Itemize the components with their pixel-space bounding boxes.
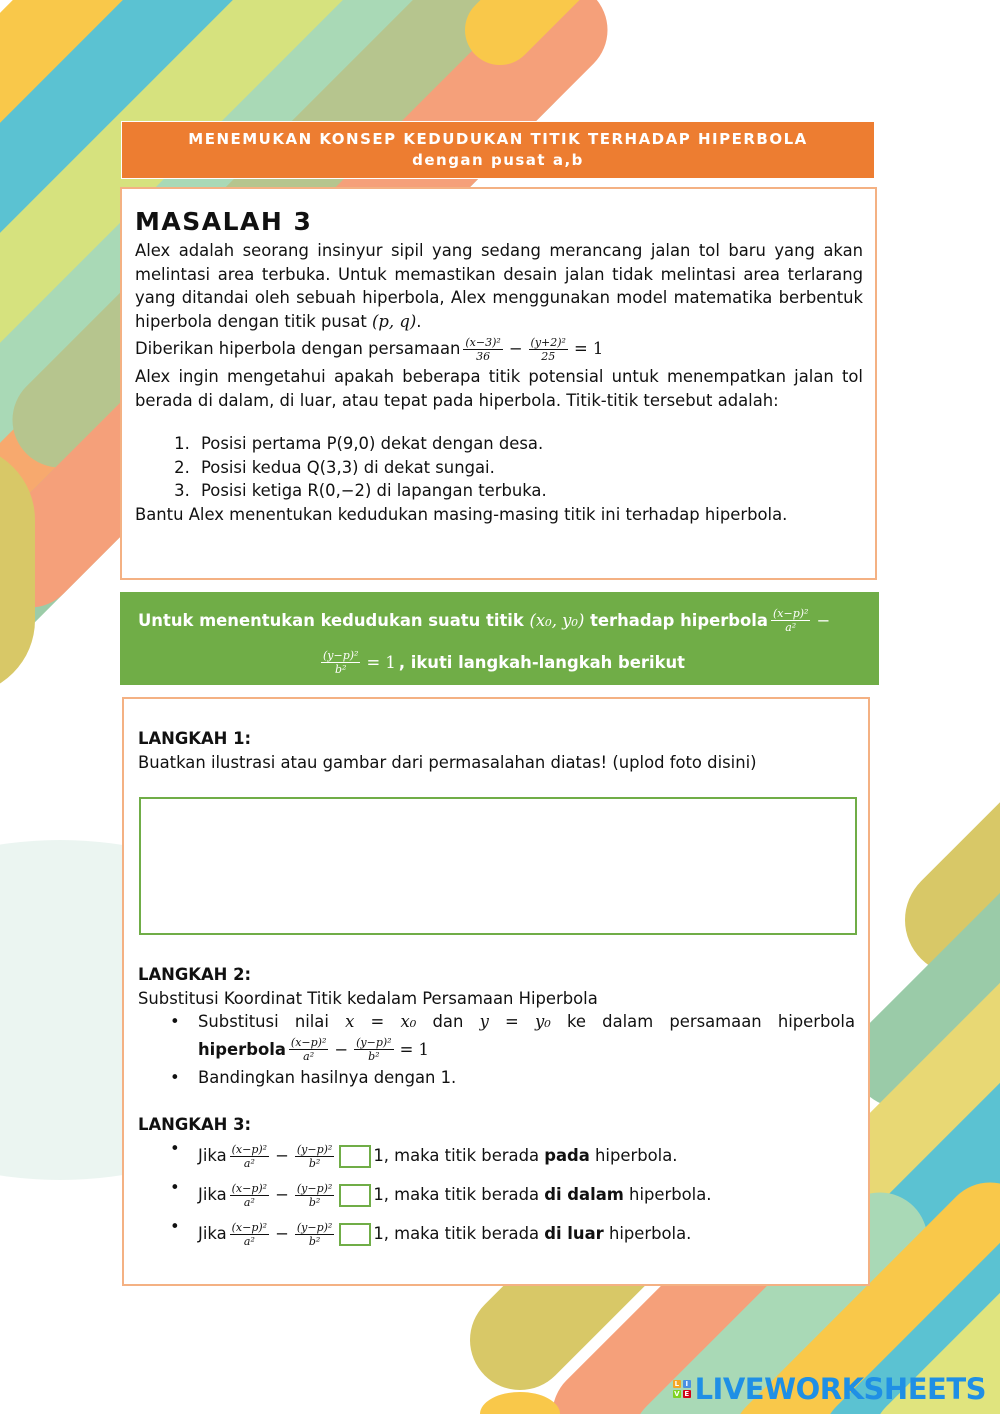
frac-denominator: a² [785,620,797,634]
problem-closing: Bantu Alex menentukan kedudukan masing-masing titik ini terhadap hiperbola. [135,504,788,524]
row-bold-text: di dalam [544,1185,624,1205]
fraction-y [354,1036,393,1063]
step2-bullets [138,1010,855,1089]
frac-numerator: (x−p)² [231,1220,268,1234]
step1-instruction: Buatkan ilustrasi atau gambar dari permasalahan diatas! (uplod foto disini) [138,752,757,772]
row-bold-text: pada [544,1146,590,1166]
list-item [198,1215,855,1254]
center-point-math: (p, q) [372,311,417,331]
minus-sign: − [275,1224,289,1244]
frac-denominator: b² [308,1156,321,1170]
frac-denominator: b² [308,1195,321,1209]
y-substitution-math: y = y₀ [479,1012,551,1031]
instruction-line-2 [138,642,865,682]
one-text: 1 [373,1224,384,1244]
comparison-answer-input[interactable] [339,1145,371,1168]
logo-text: LIVEWORKSHEETS [694,1372,986,1406]
frac-numerator: (y−p)² [296,1220,333,1234]
logo-mark-letter: V [674,1390,680,1398]
frac-numerator: (x−p)² [231,1142,268,1156]
frac-denominator: 36 [476,349,491,363]
frac-numerator: (y−p)² [356,1036,392,1049]
minus-sign: − [334,1039,349,1059]
fraction-x [230,1221,269,1248]
equation-fraction-x [463,336,502,363]
list-item: • Bandingkan hasilnya dengan 1. [198,1066,855,1090]
comparison-answer-input[interactable] [339,1223,371,1246]
frac-numerator: (x−3)² [465,335,501,349]
frac-numerator: (x−p)² [772,606,809,620]
problem-title: MASALAH 3 [135,207,313,236]
row-text: hiperbola. [603,1224,692,1244]
jika-text: • Jika [198,1185,227,1205]
fraction-x [289,1036,328,1063]
fraction-y [295,1221,334,1248]
frac-numerator: (x−p)² [290,1036,327,1049]
steps-box [122,697,870,1286]
instruction-fraction-y [321,649,360,676]
instruction-text-b: terhadap hiperbola [590,610,768,630]
title-line-2: dengan pusat a,b [412,151,584,169]
comparison-answer-input[interactable] [339,1184,371,1207]
row-text: hiperbola. [623,1185,712,1205]
instruction-banner [120,592,879,685]
list-item: 2. Posisi kedua Q(3,3) di dekat sungai. [195,456,863,480]
title-line-1: MENEMUKAN KONSEP KEDUDUKAN TITIK TERHADAP HIPERBOLA [188,130,808,148]
photo-upload-box[interactable] [139,797,857,935]
bullet-text: Substitusi nilai [198,1012,329,1031]
frac-denominator: 25 [541,349,556,363]
step2-heading: LANGKAH 2: [138,965,252,984]
frac-numerator: (y+2)² [530,335,566,349]
minus-sign: − [508,339,523,359]
bullet-bold-text: hiperbola [198,1039,286,1059]
fraction-x [230,1143,269,1170]
frac-numerator: (y−p)² [322,648,359,662]
instruction-line-1 [138,598,865,642]
problem-paragraph-1: Alex adalah seorang insinyur sipil yang sedang merancang jalan tol baru yang akan melintasi area terbuka. Untuk memastikan desain jalan tidak melintasi area terlarang yang ditandai oleh sebuah hiperbola, Alex menggunakan model matematika berbentuk hiperbola dengan titik pusat (p, q). [135,241,863,331]
fraction-y [295,1182,334,1209]
step3-bullets [138,1137,855,1254]
problem-paragraph-1-text: Alex adalah seorang insinyur sipil yang sedang merancang jalan tol baru yang akan melintasi area terbuka. Untuk memastikan desain jalan tidak melintasi area terlarang yang ditandai oleh sebuah hiperbola, Alex menggunakan model matematika berbentuk hiperbola dengan titik pusat [135,241,863,331]
list-item: 1. Posisi pertama P(9,0) dekat dengan desa. [195,432,863,456]
points-list [135,432,863,503]
bullet-text: ke dalam persamaan hiperbola [566,1012,856,1031]
step2-intro: Substitusi Koordinat Titik kedalam Persamaan Hiperbola [138,988,598,1008]
row-bold-text: di luar [544,1224,604,1244]
one-text: 1 [373,1185,384,1205]
row-text: , maka titik berada [383,1224,545,1244]
fraction-y [295,1143,334,1170]
frac-numerator: (y−p)² [296,1181,333,1195]
list-item: 3. Posisi ketiga R(0,−2) di lapangan terbuka. [195,479,863,503]
point-math: (x₀, y₀) [529,610,585,630]
fraction-x [230,1182,269,1209]
minus-sign: − [816,610,831,630]
given-equation-line [135,333,863,365]
equals-one: = 1 [366,652,396,672]
list-item [198,1176,855,1215]
minus-sign: − [275,1185,289,1205]
list-item [198,1010,855,1066]
instruction-text-c: , ikuti langkah-langkah berikut [398,652,685,672]
jika-text: • Jika [198,1224,227,1244]
instruction-fraction-x [771,607,810,634]
one-text: 1 [373,1146,384,1166]
logo-mark-icon [673,1380,691,1398]
frac-denominator: b² [368,1050,380,1063]
equation-fraction-y [529,336,568,363]
step1-heading: LANGKAH 1: [138,729,252,748]
equals-one: = 1 [573,339,604,359]
frac-denominator: a² [243,1195,255,1209]
frac-numerator: (x−p)² [231,1181,268,1195]
step2-bullet1-line2 [198,1034,855,1066]
minus-sign: − [275,1146,289,1166]
logo-mark-letter: I [683,1380,691,1388]
row-text: , maka titik berada [383,1185,545,1205]
title-banner [121,121,875,179]
row-text: hiperbola. [589,1146,678,1166]
jika-text: • Jika [198,1146,227,1166]
frac-denominator: a² [243,1156,255,1170]
list-item [198,1137,855,1176]
step2-bullet1-line1 [198,1010,855,1034]
x-substitution-math: x = x₀ [345,1012,417,1031]
equation-prefix: Diberikan hiperbola dengan persamaan [135,339,461,359]
logo-mark-letter: L [673,1380,681,1388]
frac-denominator: a² [303,1050,315,1063]
instruction-text-a: Untuk menentukan kedudukan suatu titik [138,610,524,630]
problem-paragraph-2: Alex ingin mengetahui apakah beberapa titik potensial untuk menempatkan jalan tol berada di dalam, di luar, atau tepat pada hiperbola. Titik-titik tersebut adalah: [135,367,863,410]
frac-denominator: a² [243,1234,255,1248]
equals-one: = 1 [399,1039,429,1059]
logo-mark-letter: E [684,1390,689,1398]
liveworksheets-logo [673,1372,986,1406]
frac-denominator: b² [334,662,347,676]
problem-box [120,187,877,580]
frac-denominator: b² [308,1234,321,1248]
bullet-text: dan [432,1012,464,1031]
row-text: , maka titik berada [383,1146,545,1166]
step3-heading: LANGKAH 3: [138,1115,252,1134]
frac-numerator: (y−p)² [296,1142,333,1156]
